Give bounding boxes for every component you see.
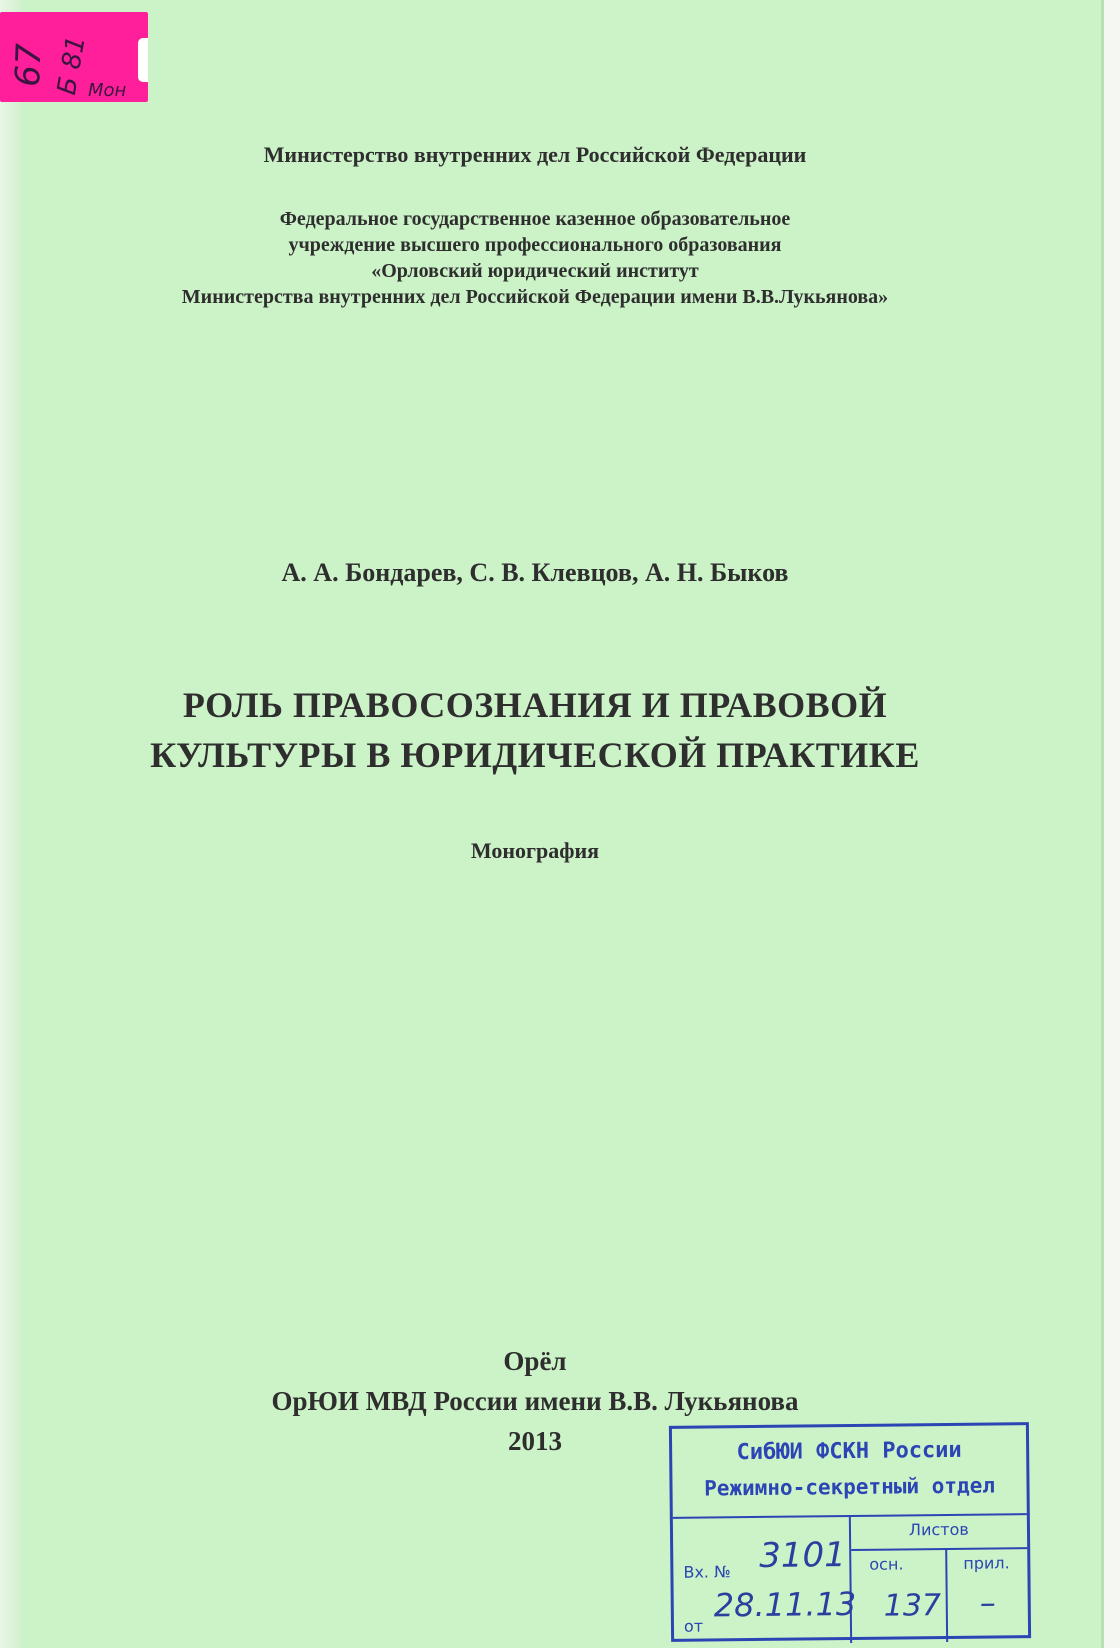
sticker-notch (138, 38, 148, 82)
document-type: Монография (470, 838, 600, 863)
stamp-incoming-number: 3101 (759, 1535, 846, 1576)
stamp-sheets-label: Листов (908, 1519, 969, 1540)
institution-line-1: Федеральное государственное казенное образовательное (279, 208, 791, 230)
stamp-divider (851, 1547, 1027, 1551)
institution-line-3: «Орловский юридический институт (371, 260, 699, 282)
institution-line-2: учреждение высшего профессионального образования (288, 234, 782, 256)
institution-line-4: Министерства внутренних дел Российской Федерации имени В.В.Лукьянова» (181, 286, 889, 308)
stamp-main-value: 137 (883, 1588, 942, 1624)
title-line-1: РОЛЬ ПРАВОСОЗНАНИЯ И ПРАВОВОЙ (182, 685, 888, 725)
imprint-city: Орёл (503, 1346, 567, 1376)
ministry-heading: Министерство внутренних дел Российской Федерации (263, 142, 807, 167)
title-line-2: КУЛЬТУРЫ В ЮРИДИЧЕСКОЙ ПРАКТИКЕ (150, 735, 920, 775)
stamp-org-line-2: Режимно-секретный отдел (704, 1473, 996, 1501)
sticker-code-primary: 67 (8, 42, 50, 88)
sticker-suffix: Мон (88, 80, 127, 101)
stamp-divider (945, 1548, 948, 1642)
stamp-org-line-1: СибЮИ ФСКН России (736, 1437, 962, 1466)
sticker-code-secondary: Б 81 (52, 33, 92, 98)
imprint-year: 2013 (508, 1426, 562, 1456)
stamp-attach-value: – (979, 1583, 996, 1622)
authors: А. А. Бондарев, С. В. Клевцов, А. Н. Быков (281, 558, 789, 587)
stamp-date-label: от (683, 1616, 704, 1636)
stamp-attach-label: прил. (963, 1553, 1010, 1573)
registration-stamp (669, 1422, 1031, 1642)
stamp-date-value: 28.11.13 (713, 1584, 857, 1625)
library-sticker (0, 12, 148, 102)
stamp-incoming-label: Вх. № (683, 1562, 731, 1582)
imprint-publisher: ОрЮИ МВД России имени В.В. Лукьянова (271, 1386, 799, 1416)
stamp-divider (849, 1515, 852, 1643)
stamp-main-label: осн. (869, 1554, 904, 1574)
